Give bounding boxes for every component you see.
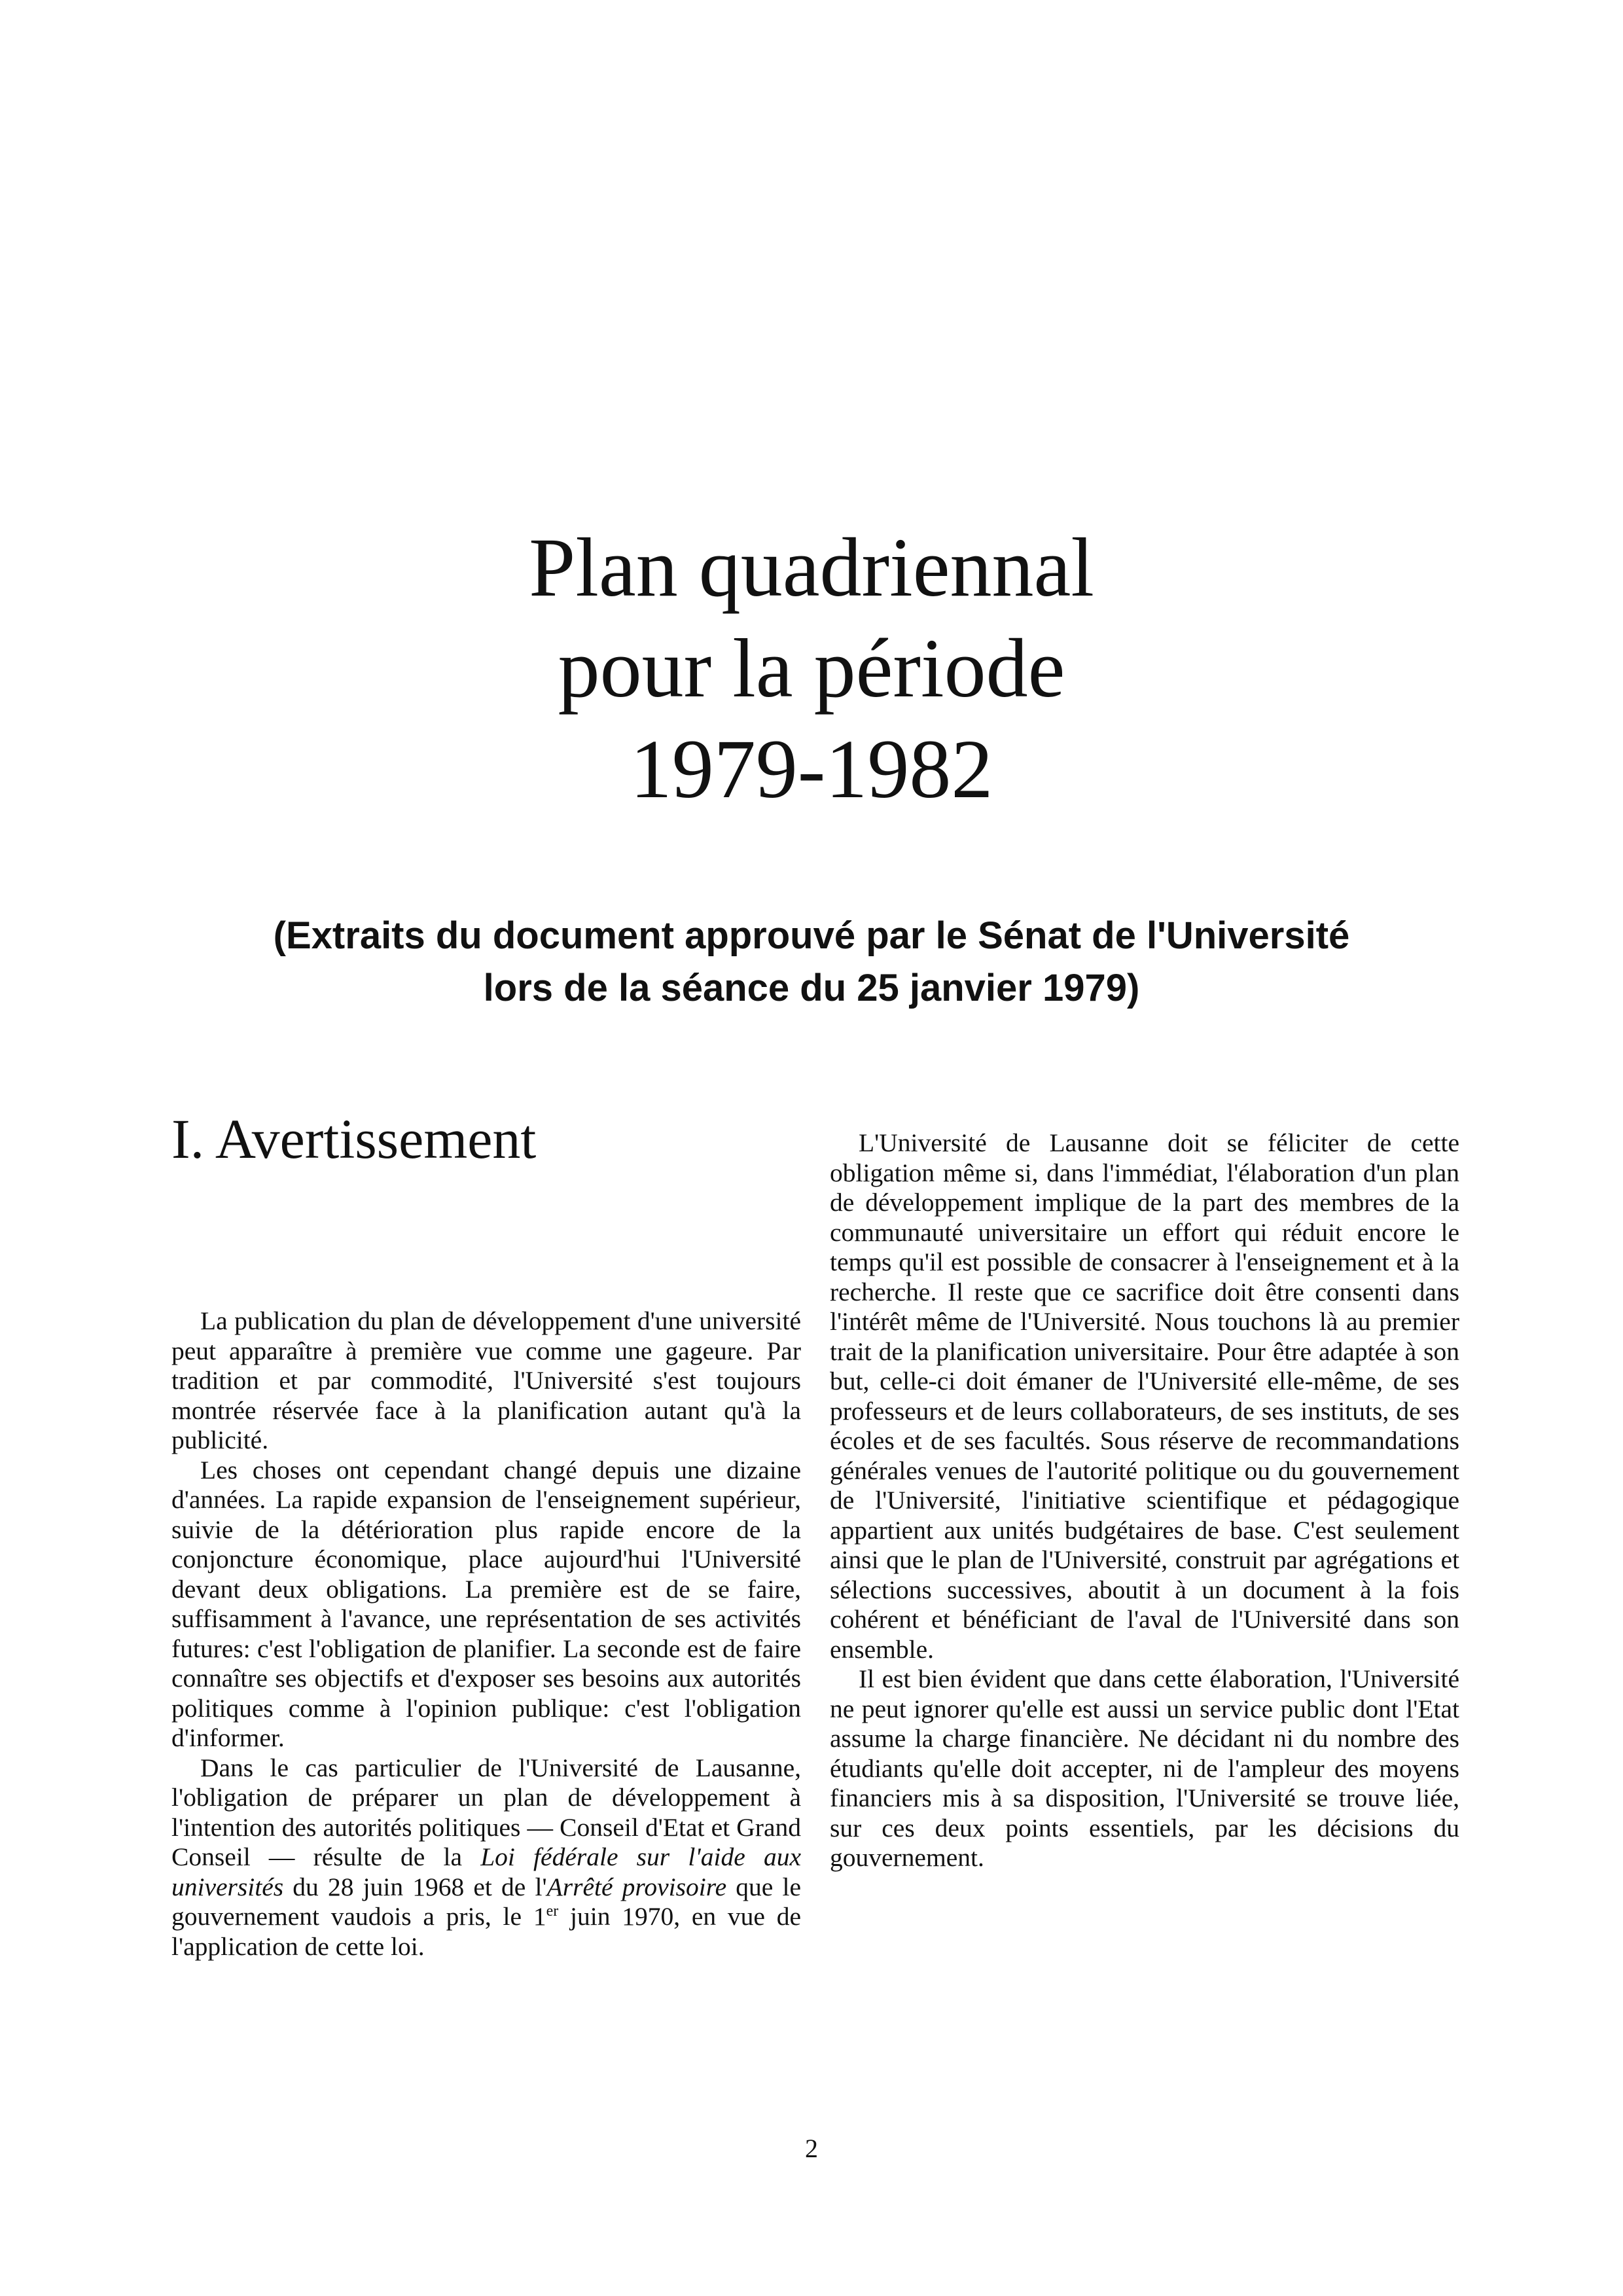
- right-paragraph-2: Il est bien évident que dans cette élaboration, l'Université ne peut ignorer qu'elle est aussi un service public dont l'Etat assume la charge financière. Ne décidant ni du nombre des étudiants qu'elle doit accepter, ni de l'ampleur des moyens financiers mis à sa disposition, l'Université se trouve liée, sur ces deux points essentiels, par les décisions du gouvernement.: [830, 1664, 1459, 1872]
- p3-text-e: que le gouvernement vaudois a pris, le 1: [171, 1872, 802, 1931]
- subtitle-line-2: lors de la séance du 25 janvier 1979): [483, 967, 1140, 1009]
- right-column: [830, 1128, 1459, 1873]
- left-column: [171, 1306, 801, 1962]
- p3-decree-title: Arrêté provisoire: [546, 1872, 727, 1901]
- p3-text-g: juin 1970, en vue de l'application de cette loi.: [171, 1902, 801, 1961]
- left-paragraph-2: Les choses ont cependant changé depuis une dizaine d'années. La rapide expansion de l'enseignement supérieur, suivie de la détérioration plus rapide encore de la conjoncture économique, place aujourd'hui l'Université devant deux obligations. La première est de se faire, suffisamment à l'avance, une représentation de ses activités futures: c'est l'obligation de planifier. La seconde est de faire connaître ses objectifs et d'exposer ses besoins aux autorités politiques comme à l'opinion publique: c'est l'obligation d'informer.: [171, 1455, 801, 1752]
- title-line-1: Plan quadriennal: [529, 521, 1094, 614]
- document-subtitle: [0, 910, 1623, 1014]
- title-line-2: pour la période: [558, 622, 1065, 715]
- p3-text-a: Dans le cas particulier de l'Université de Lausanne, l'obligation de préparer un plan de développement à l'intention des autorités politiques — Conseil d'Etat et Grand Conseil — résulte de la: [171, 1753, 801, 1871]
- title-line-3: 1979-1982: [630, 723, 993, 816]
- page-number: 2: [805, 2134, 818, 2163]
- left-paragraph-1: La publication du plan de développement d'une université peut apparaître à première vue comme une gageure. Par tradition et par commodité, l'Université s'est toujours montrée réservée face à la planification autant qu'à la publicité.: [171, 1306, 801, 1454]
- left-paragraph-3: [171, 1753, 801, 1962]
- p3-text-c: du 28 juin 1968 et de l': [283, 1872, 547, 1901]
- subtitle-line-1: (Extraits du document approuvé par le Sénat de l'Université: [273, 914, 1350, 957]
- document-title: [0, 517, 1623, 819]
- p3-ordinal-suffix: er: [546, 1902, 559, 1920]
- p3-law-title: Loi fédérale sur l'aide aux universités: [171, 1842, 801, 1901]
- right-paragraph-1: L'Université de Lausanne doit se féliciter de cette obligation même si, dans l'immédiat, l'élaboration d'un plan de développement implique de la part des membres de la communauté universitaire un effort qui réduit encore le temps qu'il est possible de consacrer à l'enseignement et à la recherche. Il reste que ce sacrifice doit être consenti dans l'intérêt même de l'Université. Nous touchons là au premier trait de la planification universitaire. Pour être adaptée à son but, celle-ci doit émaner de l'Université elle-même, de ses professeurs et de leurs collaborateurs, de ses instituts, de ses écoles et de ses facultés. Sous réserve de recommandations générales venues de l'autorité politique ou du gouvernement de l'Université, l'initiative scientifique et pédagogique appartient aux unités budgétaires de base. C'est seulement ainsi que le plan de l'Université, construit par agrégations et sélections successives, aboutit à un document à la fois cohérent et bénéficiant de l'aval de l'Université dans son ensemble.: [830, 1128, 1459, 1664]
- section-heading: I. Avertissement: [171, 1107, 537, 1170]
